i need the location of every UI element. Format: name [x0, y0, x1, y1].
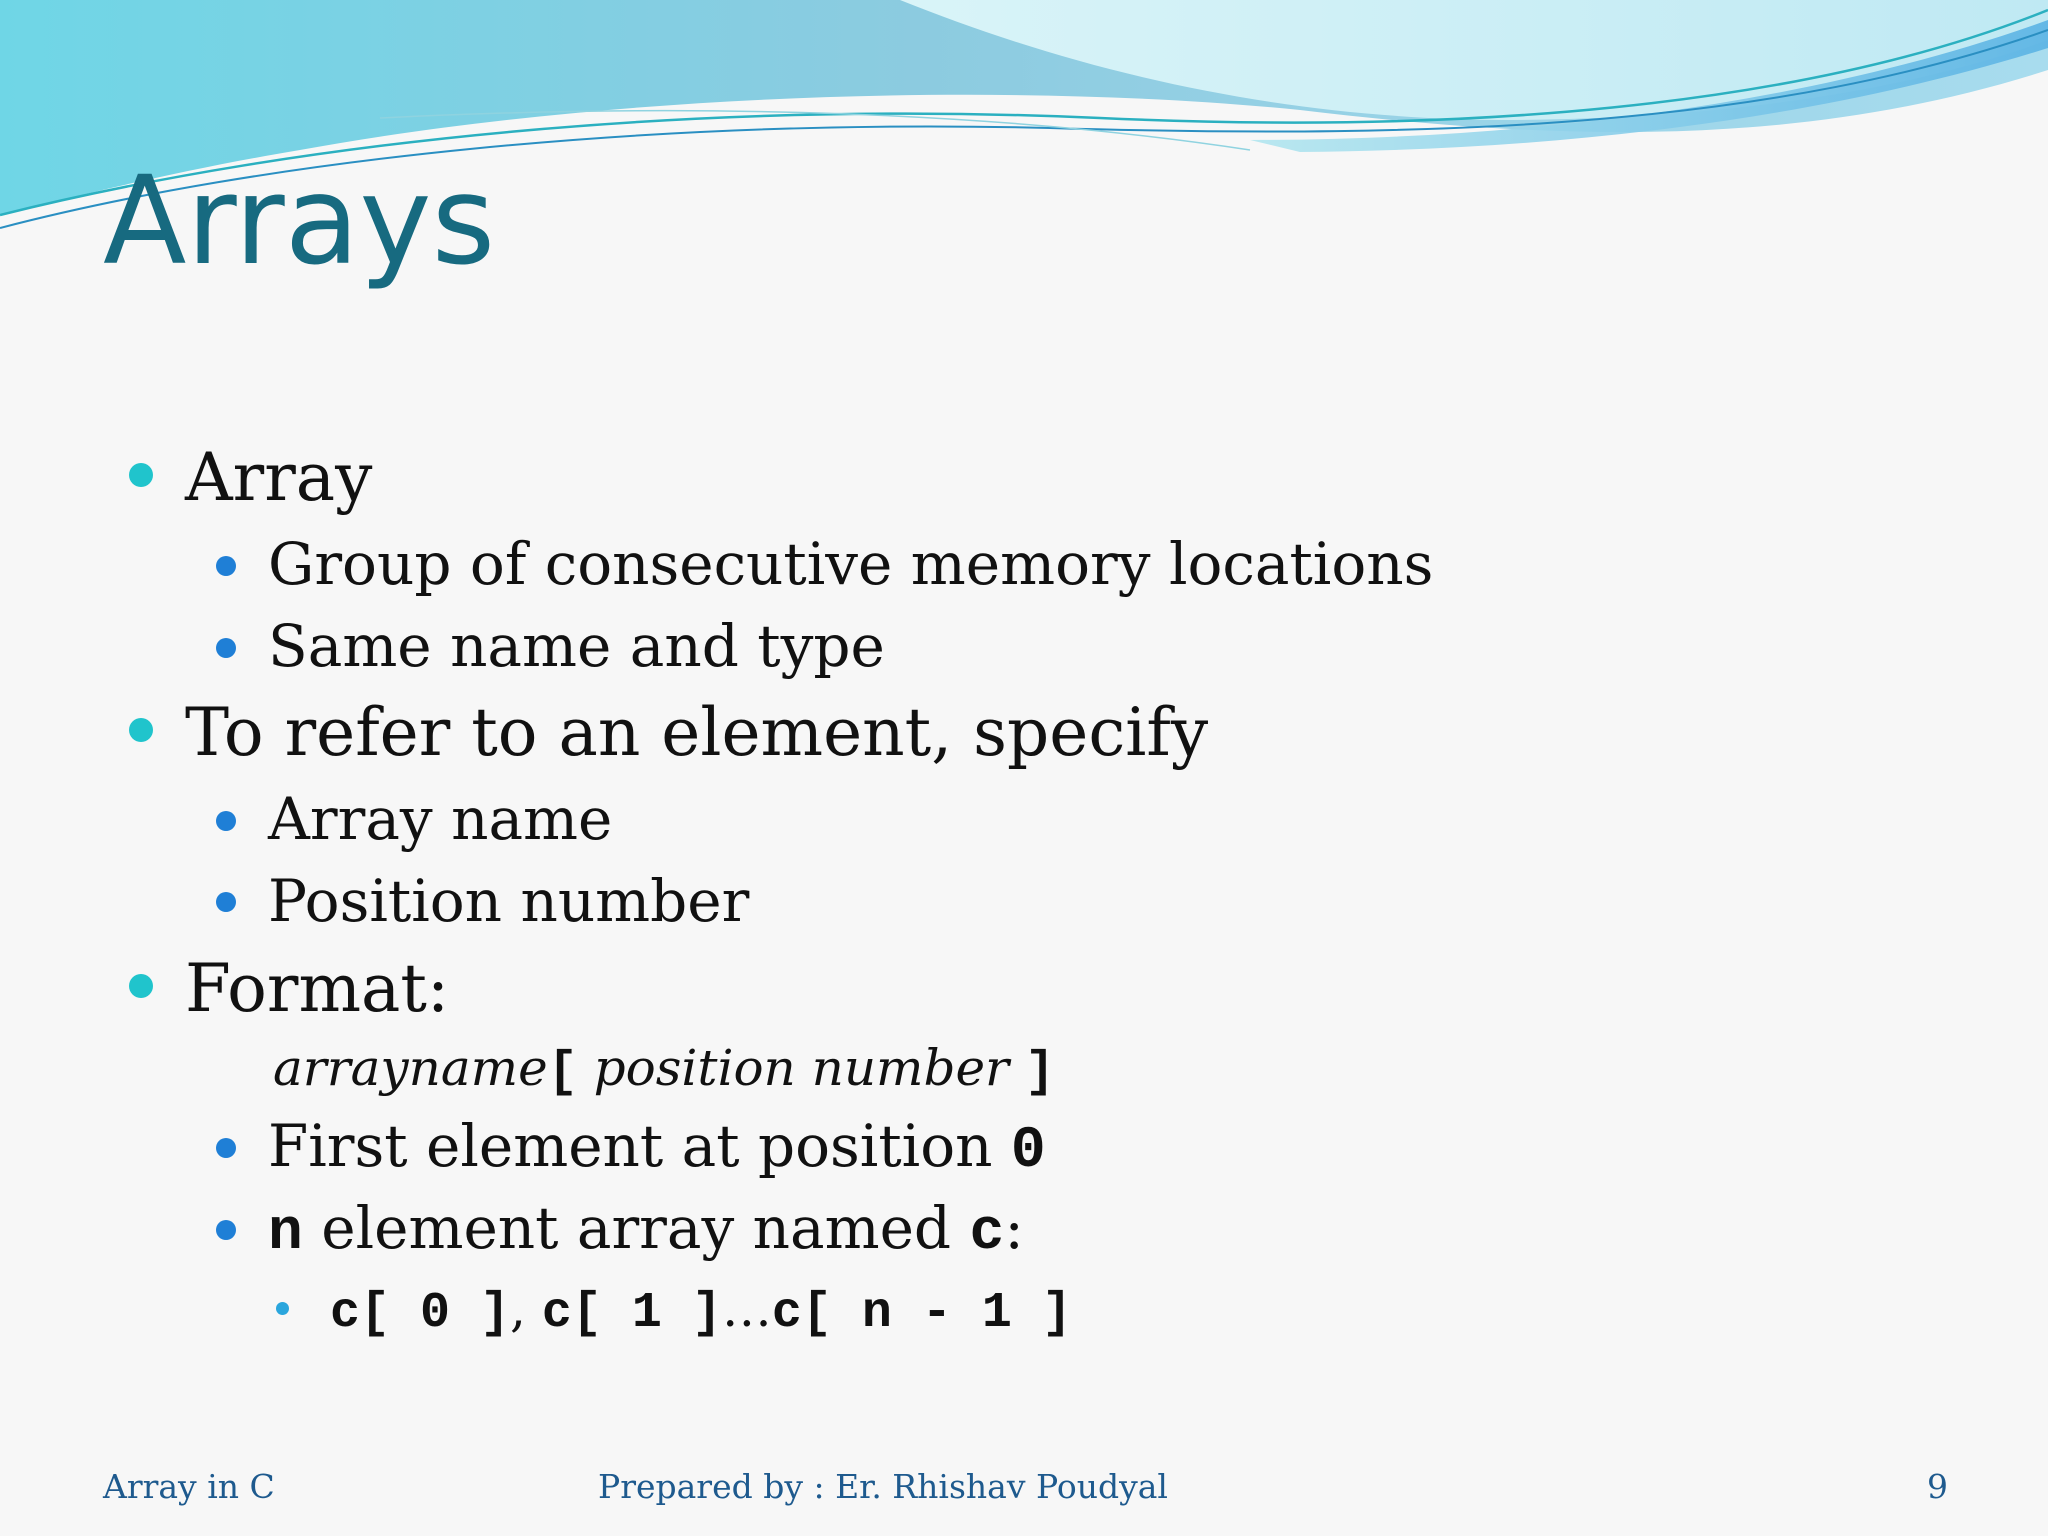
bullet-dot — [129, 974, 153, 998]
bullet-element-list — [330, 1280, 1072, 1342]
colon: : — [1004, 1194, 1024, 1262]
bullet-dot — [129, 463, 153, 487]
bullet-dot — [216, 1138, 236, 1158]
n-code: n — [268, 1201, 303, 1266]
footer-left: Array in C — [103, 1467, 275, 1506]
footer-page-number: 9 — [1927, 1467, 1948, 1506]
element-c0: c[ 0 ] — [330, 1285, 511, 1342]
footer-center: Prepared by : Er. Rhishav Poudyal — [598, 1467, 1168, 1506]
bullet-dot — [216, 638, 236, 658]
first-element-code: 0 — [1010, 1119, 1046, 1184]
bullet-dot — [129, 718, 153, 742]
format-close-bracket: ] — [1024, 1044, 1055, 1101]
bullet-position-number: Position number — [268, 867, 750, 935]
bullet-refer-element: To refer to an element, specify — [185, 694, 1209, 771]
first-element-text: First element at position — [268, 1112, 1011, 1180]
bullet-format: Format: — [185, 950, 450, 1027]
format-syntax — [273, 1039, 1055, 1101]
bullet-array-name: Array name — [268, 785, 613, 853]
bullet-dot — [276, 1302, 289, 1315]
bullet-dot — [216, 556, 236, 576]
n-element-text: element array named — [302, 1194, 970, 1262]
bullet-same-name-type: Same name and type — [268, 612, 885, 680]
bullet-consecutive-memory: Group of consecutive memory locations — [268, 530, 1434, 598]
bullet-first-element — [268, 1112, 1046, 1184]
format-open-bracket: [ — [547, 1044, 578, 1101]
format-position-number: position number — [577, 1039, 1025, 1097]
bullet-dot — [216, 811, 236, 831]
element-c1: c[ 1 ] — [541, 1285, 722, 1342]
element-separator-comma: , — [510, 1280, 542, 1338]
bullet-dot — [216, 892, 236, 912]
c-code: c — [969, 1201, 1005, 1266]
bullet-array: Array — [185, 439, 373, 516]
bullet-dot — [216, 1220, 236, 1240]
bullet-n-element-array — [268, 1194, 1024, 1266]
slide-title: Arrays — [103, 150, 496, 292]
format-arrayname: arrayname — [273, 1039, 548, 1097]
element-separator-ellipsis: … — [721, 1280, 772, 1338]
element-cn-1: c[ n - 1 ] — [771, 1285, 1072, 1342]
